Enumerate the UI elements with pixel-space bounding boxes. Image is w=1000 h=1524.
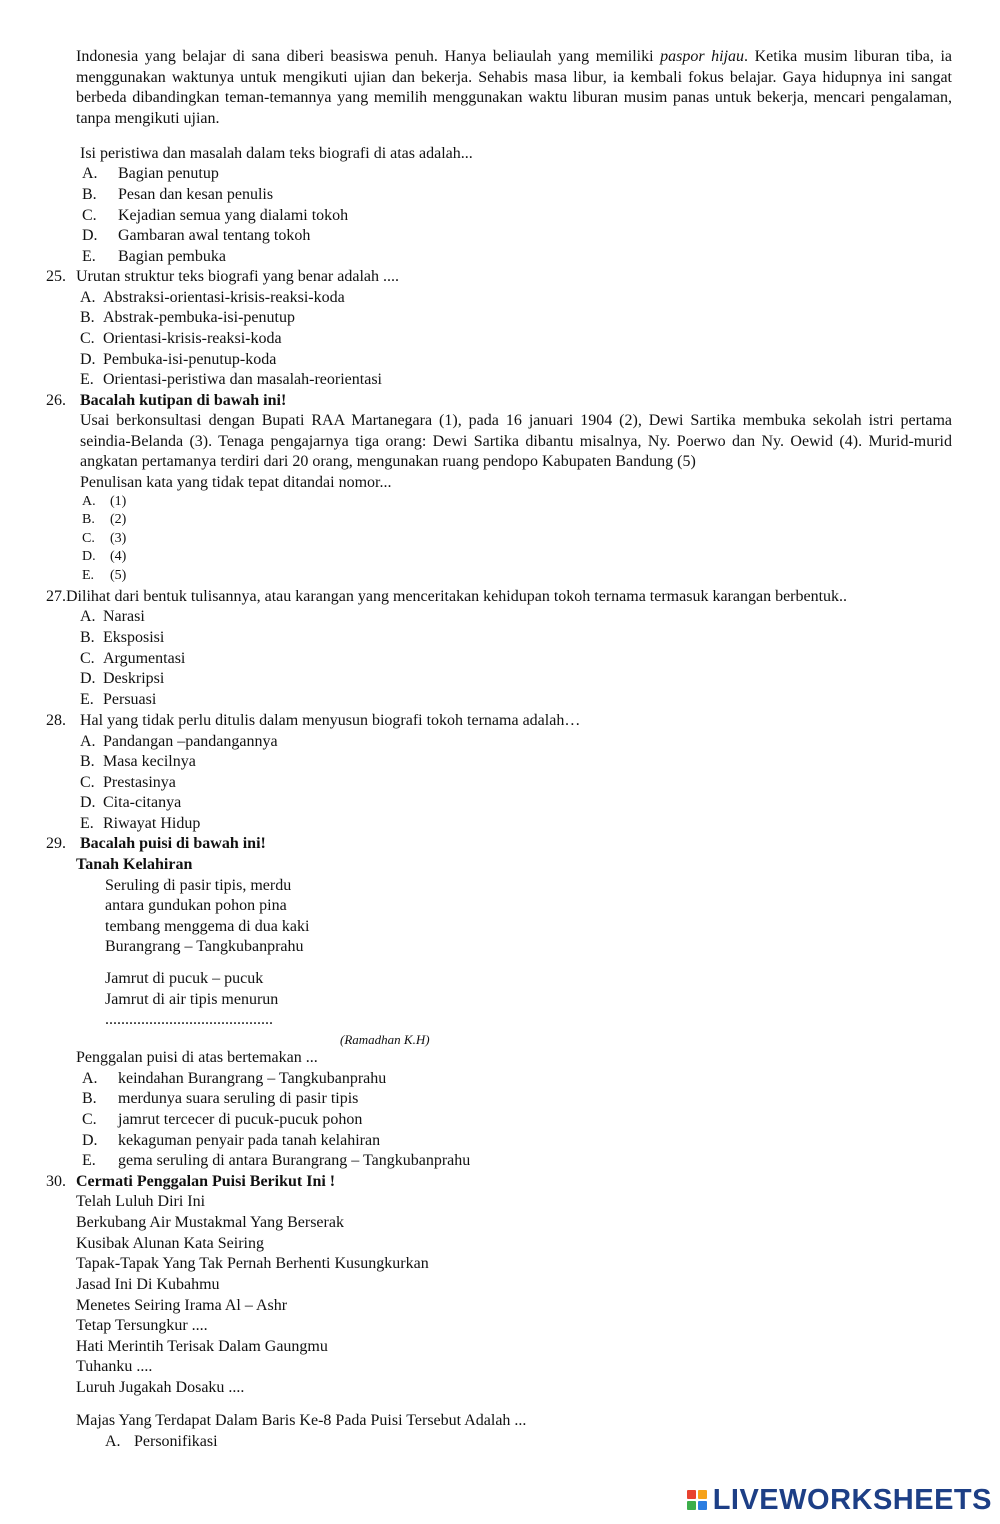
q27-option-d[interactable]: D. Deskripsi xyxy=(80,670,165,687)
q30-poem-line: Tapak-Tapak Yang Tak Pernah Berhenti Kusungkurkan xyxy=(76,1255,429,1272)
q28-option-d[interactable]: D. Cita-citanya xyxy=(80,794,182,811)
q30-question: Majas Yang Terdapat Dalam Baris Ke-8 Pada Puisi Tersebut Adalah ... xyxy=(76,1412,527,1429)
intro-italic: paspor hijau xyxy=(660,48,745,65)
q29-poem-line: tembang menggema di dua kaki xyxy=(105,918,310,935)
q30-poem-line: Hati Merintih Terisak Dalam Gaungmu xyxy=(76,1338,328,1355)
q28-question: 28. Hal yang tidak perlu ditulis dalam menyusun biografi tokoh ternama adalah… xyxy=(46,712,581,729)
q29-option-c[interactable]: C. jamrut tercecer di pucuk-pucuk pohon xyxy=(82,1111,363,1128)
q28-option-b[interactable]: B. Masa kecilnya xyxy=(80,753,196,770)
q29-question: Penggalan puisi di atas bertemakan ... xyxy=(76,1049,318,1066)
q26-heading: 26. Bacalah kutipan di bawah ini! xyxy=(46,392,287,409)
q30-poem-line: Jasad Ini Di Kubahmu xyxy=(76,1276,220,1293)
q28-option-c[interactable]: C. Prestasinya xyxy=(80,774,176,791)
q26-option-a[interactable]: A. (1) xyxy=(82,494,127,509)
q25-option-e[interactable]: E. Orientasi-peristiwa dan masalah-reorientasi xyxy=(80,371,382,388)
q27-option-a[interactable]: A. Narasi xyxy=(80,608,145,625)
q30-poem-line: Telah Luluh Diri Ini xyxy=(76,1193,206,1210)
intro-text-1: Indonesia yang belajar di sana diberi beasiswa penuh. Hanya beliaulah yang memiliki xyxy=(76,48,661,65)
q25-option-d[interactable]: D. Pembuka-isi-penutup-koda xyxy=(80,351,277,368)
q24-option-b[interactable]: B. Pesan dan kesan penulis xyxy=(82,186,274,203)
q30-poem-line: Tetap Tersungkur .... xyxy=(76,1317,208,1334)
q29-option-a[interactable]: A. keindahan Burangrang – Tangkubanprahu xyxy=(82,1070,387,1087)
q30-poem-line: Tuhanku .... xyxy=(76,1358,153,1375)
q28-option-e[interactable]: E. Riwayat Hidup xyxy=(80,815,201,832)
q30-poem-line: Luruh Jugakah Dosaku .... xyxy=(76,1379,245,1396)
liveworksheets-logo-icon xyxy=(687,1490,707,1510)
q24-option-c[interactable]: C. Kejadian semua yang dialami tokoh xyxy=(82,207,349,224)
q25-question: 25. Urutan struktur teks biografi yang benar adalah .... xyxy=(46,268,400,285)
q24-question: Isi peristiwa dan masalah dalam teks biografi di atas adalah... xyxy=(80,145,473,162)
q26-passage: Usai berkonsultasi dengan Bupati RAA Martanegara (1), pada 16 januari 1904 (2), Dewi Sartika membuka sekolah istri pertama seindia-Belanda (3). Tenaga pengajarnya tiga orang: Dewi Sartika dibantu misalnya, Ny. Poerwo dan Ny. Oewid (4). Murid-murid angkatan pertamanya terdiri dari 20 orang, mengunakan ruang pendopo Kabupaten Bandung (5) xyxy=(80,412,952,471)
q26-option-b[interactable]: B. (2) xyxy=(82,512,127,527)
q24-option-a[interactable]: A. Bagian penutup xyxy=(82,165,219,182)
q26-option-d[interactable]: D. (4) xyxy=(82,549,127,564)
q29-poem-line: antara gundukan pohon pina xyxy=(105,897,287,914)
q29-poem-line: Jamrut di pucuk – pucuk xyxy=(105,970,264,987)
q27-option-b[interactable]: B. Eksposisi xyxy=(80,629,165,646)
q26-option-c[interactable]: C. (3) xyxy=(82,531,127,546)
q27-option-c[interactable]: C. Argumentasi xyxy=(80,650,186,667)
q30-poem-line: Berkubang Air Mustakmal Yang Berserak xyxy=(76,1214,344,1231)
intro-paragraph xyxy=(76,47,952,129)
q25-option-c[interactable]: C. Orientasi-krisis-reaksi-koda xyxy=(80,330,282,347)
q29-poem-line: Seruling di pasir tipis, merdu xyxy=(105,877,292,894)
q29-option-d[interactable]: D. kekaguman penyair pada tanah kelahiran xyxy=(82,1132,381,1149)
liveworksheets-logo xyxy=(687,1482,992,1518)
q29-poem-title: Tanah Kelahiran xyxy=(76,856,193,873)
intro-text-2: . Ketika musim liburan tiba, ia menggunakan waktunya untuk mengikuti ujian dan bekerja. Sehabis masa libur, ia kembali fokus belajar. Gaya hidupnya ini sangat berbeda dibandingkan teman-temannya yang memilih menggunakan waktu liburan musim panas untuk bekerja, mencari pengalaman, tanpa mengikuti ujian. xyxy=(76,48,953,127)
q29-poem-line: Burangrang – Tangkubanprahu xyxy=(105,938,304,955)
q29-option-b[interactable]: B. merdunya suara seruling di pasir tipis xyxy=(82,1090,359,1107)
q29-poem-author: (Ramadhan K.H) xyxy=(340,1032,430,1047)
q29-option-e[interactable]: E. gema seruling di antara Burangrang – Tangkubanprahu xyxy=(82,1152,471,1169)
q29-poem-ellipsis: .......................................... xyxy=(105,1011,273,1028)
q30-option-a[interactable]: A. Personifikasi xyxy=(105,1433,218,1450)
q30-poem-line: Kusibak Alunan Kata Seiring xyxy=(76,1235,264,1252)
q24-option-e[interactable]: E. Bagian pembuka xyxy=(82,248,226,265)
q24-option-d[interactable]: D. Gambaran awal tentang tokoh xyxy=(82,227,311,244)
q25-option-b[interactable]: B. Abstrak-pembuka-isi-penutup xyxy=(80,309,295,326)
q29-poem-line: Jamrut di air tipis menurun xyxy=(105,991,279,1008)
q27-option-e[interactable]: E. Persuasi xyxy=(80,691,157,708)
q29-heading: 29. Bacalah puisi di bawah ini! xyxy=(46,835,266,852)
liveworksheets-logo-text: LIVEWORKSHEETS xyxy=(712,1483,992,1516)
q25-option-a[interactable]: A. Abstraksi-orientasi-krisis-reaksi-koda xyxy=(80,289,345,306)
q28-option-a[interactable]: A. Pandangan –pandangannya xyxy=(80,733,278,750)
q26-question: Penulisan kata yang tidak tepat ditandai nomor... xyxy=(80,474,392,491)
q26-option-e[interactable]: E. (5) xyxy=(82,568,127,583)
q30-poem-line: Menetes Seiring Irama Al – Ashr xyxy=(76,1297,288,1314)
q30-heading: 30. Cermati Penggalan Puisi Berikut Ini ! xyxy=(46,1173,336,1190)
q27-question: 27.Dilihat dari bentuk tulisannya, atau karangan yang menceritakan kehidupan tokoh ternama termasuk karangan berbentuk.. xyxy=(46,588,848,605)
